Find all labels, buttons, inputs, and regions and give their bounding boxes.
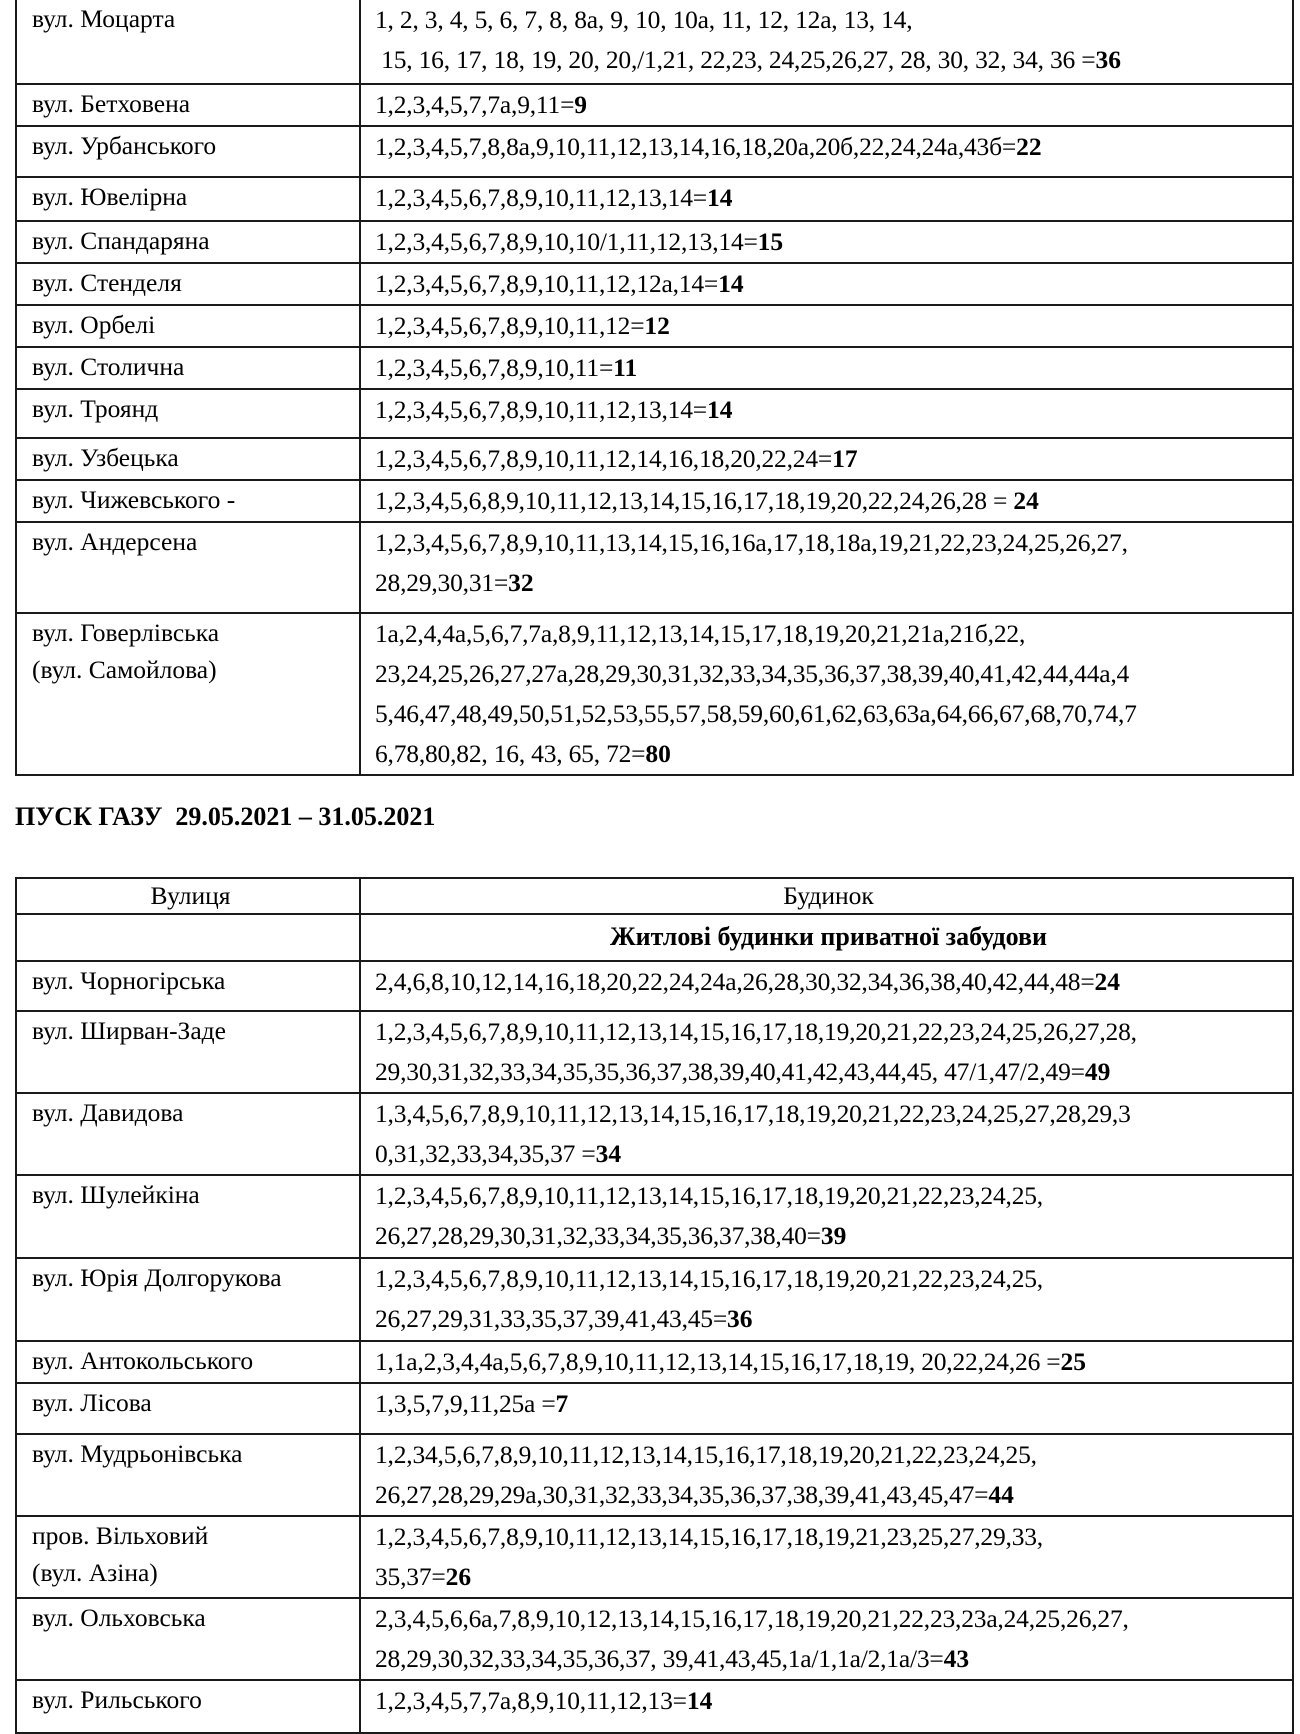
house-numbers-line <box>375 1259 1282 1299</box>
street-name: вул. Антокольського <box>32 1346 254 1375</box>
house-numbers-line <box>375 348 1282 388</box>
house-count-total: 36 <box>727 1304 753 1333</box>
house-numbers: 29,30,31,32,33,34,35,35,36,37,38,39,40,41,42,43,44,45, 47/1,47/2,49= <box>375 1057 1085 1086</box>
street-name: вул. Рильського <box>32 1685 202 1714</box>
table-row <box>16 1175 1293 1258</box>
house-numbers-line <box>375 614 1282 654</box>
house-count-total: 24 <box>1013 486 1039 515</box>
house-numbers: 23,24,25,26,27,27а,28,29,30,31,32,33,34,35,36,37,38,39,40,41,42,44,44а,4 <box>375 659 1130 688</box>
table-row <box>16 438 1293 480</box>
house-numbers-line <box>375 0 1282 40</box>
house-numbers: 1,2,3,4,5,6,7,8,9,10,11,12,13,14,15,16,17,18,19,20,21,22,23,24,25, <box>375 1264 1043 1293</box>
house-numbers-cell <box>360 126 1293 177</box>
house-numbers: 15, 16, 17, 18, 19, 20, 20,/1,21, 22,23, 24,25,26,27, 28, 30, 32, 34, 36 = <box>375 45 1096 74</box>
street-name-cell <box>16 1598 360 1680</box>
house-numbers-line <box>375 1176 1282 1216</box>
street-name-cell <box>16 1516 360 1598</box>
street-name-cell <box>16 1175 360 1258</box>
house-count-total: 44 <box>988 1480 1014 1509</box>
house-count-total: 26 <box>445 1562 472 1591</box>
house-numbers: 1,2,3,4,5,7,7а,8,9,10,11,12,13= <box>375 1686 687 1715</box>
house-numbers: 1,2,3,4,5,6,7,8,9,10,11,12,13,14= <box>375 395 707 424</box>
house-numbers-line <box>375 1517 1282 1557</box>
house-numbers: 2,4,6,8,10,12,14,16,18,20,22,24,24а,26,28,30,32,34,36,38,40,42,44,48= <box>375 967 1095 996</box>
street-name-cell <box>16 480 360 522</box>
table-row <box>16 1680 1293 1733</box>
street-name: вул. Орбелі <box>32 310 156 339</box>
house-numbers: 1,2,3,4,5,6,7,8,9,10,11,12,13,14= <box>375 183 707 212</box>
street-name: вул. Урбанського <box>32 131 217 160</box>
table-row <box>16 126 1293 177</box>
table-row <box>16 613 1293 775</box>
street-name: вул. Лісова <box>32 1388 152 1417</box>
house-numbers-line <box>375 222 1282 262</box>
house-numbers-line <box>375 1134 1282 1174</box>
street-name: (вул. Азіна) <box>32 1558 158 1587</box>
house-numbers-cell <box>360 0 1293 84</box>
house-numbers-line <box>375 654 1282 694</box>
house-numbers: 28,29,30,31= <box>375 568 509 597</box>
table-row <box>16 480 1293 522</box>
house-numbers-cell <box>360 522 1293 613</box>
house-numbers: 1,2,3,4,5,6,7,8,9,10,11,12= <box>375 311 645 340</box>
street-name: вул. Столична <box>32 352 185 381</box>
column-header-houses: Будинок <box>360 878 1293 914</box>
table-row <box>16 1258 1293 1341</box>
table-row <box>16 1516 1293 1598</box>
table-row <box>16 263 1293 305</box>
house-count-total: 17 <box>832 444 858 473</box>
house-count-total: 9 <box>574 90 588 119</box>
house-numbers-line <box>375 694 1282 734</box>
house-count-total: 49 <box>1084 1057 1111 1086</box>
house-numbers: 0,31,32,33,34,35,37 = <box>375 1139 596 1168</box>
street-name-cell <box>16 389 360 438</box>
house-numbers: 5,46,47,48,49,50,51,52,53,55,57,58,59,60,61,62,63,63а,64,66,67,68,70,74,7 <box>375 699 1137 728</box>
table-row <box>16 1383 1293 1434</box>
street-name-cell <box>16 84 360 126</box>
house-numbers: 35,37= <box>375 1562 446 1591</box>
house-numbers-line <box>375 1299 1282 1339</box>
house-numbers-cell <box>360 438 1293 480</box>
house-numbers-line <box>375 1435 1282 1475</box>
house-count-total: 39 <box>820 1221 847 1250</box>
house-count-total: 43 <box>943 1644 970 1673</box>
house-numbers-cell <box>360 1434 1293 1516</box>
house-numbers-cell <box>360 1598 1293 1680</box>
street-name-cell <box>16 1383 360 1434</box>
street-name: вул. Давидова <box>32 1098 184 1127</box>
house-numbers-cell <box>360 1341 1293 1383</box>
house-numbers-cell <box>360 1516 1293 1598</box>
street-name-cell <box>16 263 360 305</box>
street-name-cell <box>16 221 360 263</box>
table-row <box>16 84 1293 126</box>
house-numbers-line <box>375 1342 1282 1382</box>
street-name: вул. Ольховська <box>32 1603 206 1632</box>
street-name: вул. Андерсена <box>32 527 198 556</box>
subheader-private-houses: Житлові будинки приватної забудови <box>360 914 1293 961</box>
house-numbers-line <box>375 1639 1282 1679</box>
house-numbers-cell <box>360 84 1293 126</box>
street-name-cell <box>16 522 360 613</box>
house-count-total: 22 <box>1016 132 1042 161</box>
house-numbers-cell <box>360 177 1293 221</box>
table-row <box>16 0 1293 84</box>
street-name-cell <box>16 1258 360 1341</box>
house-numbers: 1, 2, 3, 4, 5, 6, 7, 8, 8а, 9, 10, 10а, 11, 12, 12а, 13, 14, <box>375 5 913 34</box>
house-numbers: 1,3,5,7,9,11,25а = <box>375 1389 556 1418</box>
table-row <box>16 1341 1293 1383</box>
house-numbers: 1,2,3,4,5,6,7,8,9,10,11,12,13,14,15,16,17,18,19,20,21,22,23,24,25, <box>375 1181 1043 1210</box>
house-count-total: 15 <box>757 227 784 256</box>
street-name: пров. Вільховий <box>32 1521 209 1550</box>
house-numbers-line <box>375 439 1282 479</box>
house-numbers-line <box>375 306 1282 346</box>
house-numbers-line <box>375 1681 1282 1721</box>
street-name: вул. Ширван-Заде <box>32 1016 226 1045</box>
street-name: вул. Ювелірна <box>32 182 188 211</box>
house-count-total: 34 <box>595 1139 622 1168</box>
house-numbers-line <box>375 1599 1282 1639</box>
house-numbers: 1,2,3,4,5,6,7,8,9,10,11,12,13,14,15,16,17,18,19,20,21,22,23,24,25,26,27,28, <box>375 1017 1137 1046</box>
street-name-cell <box>16 1093 360 1175</box>
table-row <box>16 1434 1293 1516</box>
house-count-total: 80 <box>645 739 671 768</box>
house-numbers-cell <box>360 1680 1293 1733</box>
house-numbers-line <box>375 390 1282 430</box>
house-numbers-cell <box>360 305 1293 347</box>
house-count-total: 14 <box>706 183 733 212</box>
house-numbers-line <box>375 1094 1282 1134</box>
house-count-total: 25 <box>1060 1347 1086 1376</box>
house-numbers-line <box>375 1052 1282 1092</box>
house-numbers-cell <box>360 1258 1293 1341</box>
house-numbers: 1,2,3,4,5,6,7,8,9,10,11,12,14,16,18,20,22,24= <box>375 444 833 473</box>
house-count-total: 14 <box>718 269 744 298</box>
subheader-empty-cell <box>16 914 360 961</box>
street-name-cell <box>16 438 360 480</box>
house-count-total: 7 <box>555 1389 569 1418</box>
street-name: вул. Узбецька <box>32 443 179 472</box>
street-name: вул. Моцарта <box>32 4 176 33</box>
street-name-cell <box>16 613 360 775</box>
house-numbers-line <box>375 1384 1282 1424</box>
house-numbers-line <box>375 1216 1282 1256</box>
street-name: вул. Говерлівська <box>32 618 220 647</box>
street-name-cell <box>16 1434 360 1516</box>
house-numbers-line <box>375 85 1282 125</box>
street-name: вул. Троянд <box>32 394 159 423</box>
house-numbers-line <box>375 264 1282 304</box>
street-name: вул. Бетховена <box>32 89 191 118</box>
street-name: вул. Чорногірська <box>32 966 226 995</box>
house-numbers: 1,3,4,5,6,7,8,9,10,11,12,13,14,15,16,17,18,19,20,21,22,23,24,25,27,28,29,3 <box>375 1099 1131 1128</box>
house-numbers: 1,2,3,4,5,6,7,8,9,10,11,12,13,14,15,16,17,18,19,21,23,25,27,29,33, <box>375 1522 1043 1551</box>
house-numbers-cell <box>360 389 1293 438</box>
house-count-total: 36 <box>1095 45 1121 74</box>
table-row <box>16 1598 1293 1680</box>
table-row <box>16 177 1293 221</box>
house-numbers: 1а,2,4,4а,5,6,7,7а,8,9,11,12,13,14,15,17,18,19,20,21,21а,21б,22, <box>375 619 1026 648</box>
house-numbers: 1,2,3,4,5,6,8,9,10,11,12,13,14,15,16,17,18,19,20,22,24,26,28 = <box>375 486 1014 515</box>
house-numbers-line <box>375 1475 1282 1515</box>
house-numbers: 1,2,3,4,5,6,7,8,9,10,10/1,11,12,13,14= <box>375 227 758 256</box>
table-row <box>16 305 1293 347</box>
house-numbers: 6,78,80,82, 16, 43, 65, 72= <box>375 739 646 768</box>
street-name-cell <box>16 305 360 347</box>
street-name-cell <box>16 1341 360 1383</box>
house-numbers-line <box>375 1012 1282 1052</box>
house-numbers: 28,29,30,32,33,34,35,36,37, 39,41,43,45,1а/1,1а/2,1а/3= <box>375 1644 944 1673</box>
street-name-cell <box>16 0 360 84</box>
house-count-total: 11 <box>613 353 638 382</box>
house-numbers-cell <box>360 613 1293 775</box>
gas-schedule-table <box>15 877 1294 1734</box>
house-numbers-cell <box>360 1011 1293 1093</box>
house-numbers-line <box>375 962 1282 1002</box>
house-numbers-line <box>375 127 1282 167</box>
street-name: вул. Шулейкіна <box>32 1180 200 1209</box>
street-name: вул. Стенделя <box>32 268 182 297</box>
house-count-total: 24 <box>1094 967 1121 996</box>
house-numbers: 2,3,4,5,6,6а,7,8,9,10,12,13,14,15,16,17,18,19,20,21,22,23,23а,24,25,26,27, <box>375 1604 1129 1633</box>
table-subheader-row <box>16 914 1293 961</box>
street-name-cell <box>16 347 360 389</box>
house-count-total: 12 <box>644 311 670 340</box>
house-numbers-line <box>375 178 1282 218</box>
house-numbers: 1,2,3,4,5,6,7,8,9,10,11,13,14,15,16,16а,17,18,18а,19,21,22,23,24,25,26,27, <box>375 528 1128 557</box>
street-name-cell <box>16 177 360 221</box>
house-numbers-cell <box>360 480 1293 522</box>
house-numbers: 26,27,28,29,29а,30,31,32,33,34,35,36,37,38,39,41,43,45,47= <box>375 1480 989 1509</box>
house-numbers-line <box>375 563 1282 603</box>
house-numbers: 1,2,3,4,5,6,7,8,9,10,11= <box>375 353 614 382</box>
house-numbers-line <box>375 40 1282 80</box>
house-numbers-line <box>375 734 1282 774</box>
street-name-cell <box>16 126 360 177</box>
house-numbers: 1,1а,2,3,4,4а,5,6,7,8,9,10,11,12,13,14,15,16,17,18,19, 20,22,24,26 = <box>375 1347 1061 1376</box>
street-name: вул. Спандаряна <box>32 226 210 255</box>
house-numbers: 1,2,34,5,6,7,8,9,10,11,12,13,14,15,16,17,18,19,20,21,22,23,24,25, <box>375 1440 1037 1469</box>
street-name-cell <box>16 1011 360 1093</box>
house-numbers: 1,2,3,4,5,6,7,8,9,10,11,12,12а,14= <box>375 269 719 298</box>
house-numbers-cell <box>360 961 1293 1011</box>
street-name-cell <box>16 1680 360 1733</box>
house-numbers-cell <box>360 221 1293 263</box>
house-numbers-cell <box>360 1383 1293 1434</box>
street-name: вул. Чижевського - <box>32 485 236 514</box>
column-header-street: Вулиця <box>16 878 360 914</box>
house-count-total: 32 <box>508 568 534 597</box>
table-row <box>16 961 1293 1011</box>
table-row <box>16 1093 1293 1175</box>
house-numbers-line <box>375 481 1282 521</box>
house-numbers-cell <box>360 1093 1293 1175</box>
table-row <box>16 347 1293 389</box>
section-title-gas-start: ПУСК ГАЗУ 29.05.2021 – 31.05.2021 <box>15 802 436 831</box>
street-name: вул. Мудрьонівська <box>32 1439 243 1468</box>
house-numbers: 26,27,28,29,30,31,32,33,34,35,36,37,38,40= <box>375 1221 821 1250</box>
house-numbers: 26,27,29,31,33,35,37,39,41,43,45= <box>375 1304 728 1333</box>
street-name-cell <box>16 961 360 1011</box>
street-name: вул. Юрія Долгорукова <box>32 1263 282 1292</box>
table-row <box>16 522 1293 613</box>
gas-schedule-table-continued <box>15 0 1294 776</box>
street-name: (вул. Самойлова) <box>32 655 217 684</box>
house-numbers-cell <box>360 1175 1293 1258</box>
table-row <box>16 221 1293 263</box>
house-count-total: 14 <box>686 1686 713 1715</box>
house-numbers: 1,2,3,4,5,7,7а,9,11= <box>375 90 575 119</box>
house-numbers-line <box>375 1557 1282 1597</box>
house-count-total: 14 <box>706 395 733 424</box>
table-row <box>16 1011 1293 1093</box>
table-row <box>16 389 1293 438</box>
house-numbers-cell <box>360 347 1293 389</box>
table-header-row <box>16 878 1293 914</box>
house-numbers-line <box>375 523 1282 563</box>
house-numbers: 1,2,3,4,5,7,8,8а,9,10,11,12,13,14,16,18,20а,20б,22,24,24а,43б= <box>375 132 1017 161</box>
house-numbers-cell <box>360 263 1293 305</box>
